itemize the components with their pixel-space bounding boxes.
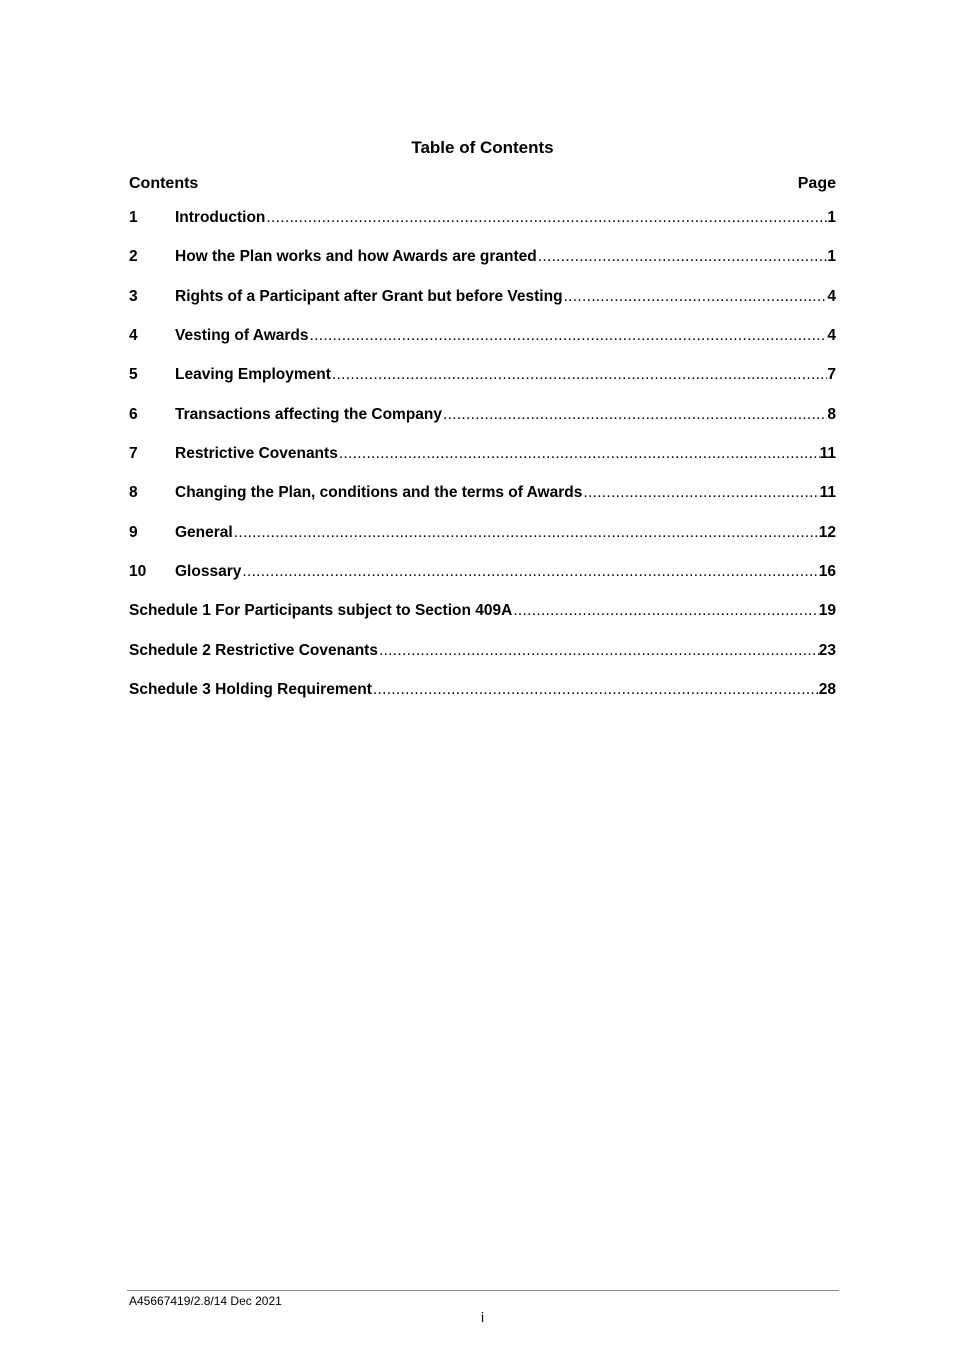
dot-leader bbox=[331, 365, 827, 385]
toc-entry-schedule-1[interactable] bbox=[129, 601, 836, 640]
toc-header-row bbox=[129, 174, 836, 194]
page-title: Table of Contents bbox=[411, 138, 554, 157]
toc-entry-general[interactable] bbox=[129, 523, 836, 562]
toc-entry-title[interactable]: Schedule 1 For Participants subject to Section 409A bbox=[129, 602, 513, 620]
toc-entry-number: 4 bbox=[129, 327, 138, 345]
toc-entry-page[interactable]: 28 bbox=[818, 681, 836, 699]
toc-entry-title[interactable]: Schedule 2 Restrictive Covenants bbox=[129, 641, 378, 659]
toc-entry-transactions[interactable] bbox=[129, 405, 836, 444]
toc-entry-title[interactable]: Transactions affecting the Company bbox=[175, 405, 442, 423]
toc-entry-leaving-employment[interactable] bbox=[129, 365, 836, 404]
toc-entry-title[interactable]: Glossary bbox=[175, 563, 242, 581]
toc-entry-how-plan-works[interactable] bbox=[129, 247, 836, 286]
document-reference: A45667419/2.8/14 Dec 2021 bbox=[129, 1294, 282, 1308]
toc-entry-title[interactable]: Rights of a Participant after Grant but before Vesting bbox=[175, 287, 563, 305]
toc-entry-schedule-2[interactable] bbox=[129, 641, 836, 680]
contents-column-label: Contents bbox=[129, 175, 199, 192]
toc-list bbox=[129, 208, 836, 719]
toc-entry-rights-of-participant[interactable] bbox=[129, 287, 836, 326]
dot-leader bbox=[241, 562, 818, 582]
toc-entry-page[interactable]: 7 bbox=[827, 366, 836, 384]
toc-entry-number: 10 bbox=[129, 563, 147, 581]
toc-entry-page[interactable]: 23 bbox=[818, 641, 836, 659]
toc-entry-page[interactable]: 19 bbox=[818, 602, 836, 620]
dot-leader bbox=[512, 601, 818, 621]
dot-leader bbox=[309, 326, 828, 346]
toc-entry-title[interactable]: Changing the Plan, conditions and the terms of Awards bbox=[175, 484, 583, 502]
toc-entry-number: 8 bbox=[129, 484, 138, 502]
toc-entry-page[interactable]: 4 bbox=[827, 327, 836, 345]
toc-entry-page[interactable]: 1 bbox=[827, 248, 836, 266]
toc-entry-page[interactable]: 11 bbox=[819, 484, 836, 502]
toc-entry-number: 7 bbox=[129, 445, 138, 463]
dot-leader bbox=[265, 208, 827, 228]
dot-leader bbox=[582, 483, 819, 503]
toc-entry-restrictive-covenants[interactable] bbox=[129, 444, 836, 483]
dot-leader bbox=[372, 680, 819, 700]
dot-leader bbox=[537, 247, 828, 267]
page-column-label: Page bbox=[797, 175, 836, 192]
dot-leader bbox=[338, 444, 820, 464]
dot-leader bbox=[563, 287, 828, 307]
dot-leader bbox=[442, 405, 827, 425]
toc-entry-number: 9 bbox=[129, 523, 138, 541]
toc-entry-number: 6 bbox=[129, 405, 138, 423]
toc-entry-introduction[interactable] bbox=[129, 208, 836, 247]
toc-entry-title[interactable]: General bbox=[175, 523, 233, 541]
toc-entry-title[interactable]: Introduction bbox=[175, 209, 266, 226]
toc-entry-title[interactable]: Restrictive Covenants bbox=[175, 445, 338, 463]
footer-divider bbox=[127, 1290, 839, 1291]
page-number: i bbox=[480, 1309, 485, 1325]
toc-entry-glossary[interactable] bbox=[129, 562, 836, 601]
toc-entry-title[interactable]: Schedule 3 Holding Requirement bbox=[129, 681, 372, 699]
toc-entry-page[interactable]: 8 bbox=[827, 405, 836, 423]
toc-entry-title[interactable]: Leaving Employment bbox=[175, 366, 331, 384]
toc-entry-number: 1 bbox=[129, 209, 138, 226]
toc-entry-schedule-3[interactable] bbox=[129, 680, 836, 719]
toc-entry-page[interactable]: 12 bbox=[818, 523, 836, 541]
toc-entry-page[interactable]: 1 bbox=[827, 209, 836, 226]
toc-entry-changing-the-plan[interactable] bbox=[129, 483, 836, 522]
toc-entry-vesting-of-awards[interactable] bbox=[129, 326, 836, 365]
toc-entry-title[interactable]: How the Plan works and how Awards are granted bbox=[175, 248, 537, 266]
dot-leader bbox=[233, 523, 819, 543]
toc-entry-title[interactable]: Vesting of Awards bbox=[175, 327, 309, 345]
toc-entry-page[interactable]: 11 bbox=[819, 445, 836, 463]
dot-leader bbox=[378, 641, 819, 661]
toc-entry-page[interactable]: 4 bbox=[827, 287, 836, 305]
toc-entry-page[interactable]: 16 bbox=[818, 563, 836, 581]
toc-entry-number: 5 bbox=[129, 366, 138, 384]
toc-entry-number: 2 bbox=[129, 248, 138, 266]
toc-entry-number: 3 bbox=[129, 287, 138, 305]
